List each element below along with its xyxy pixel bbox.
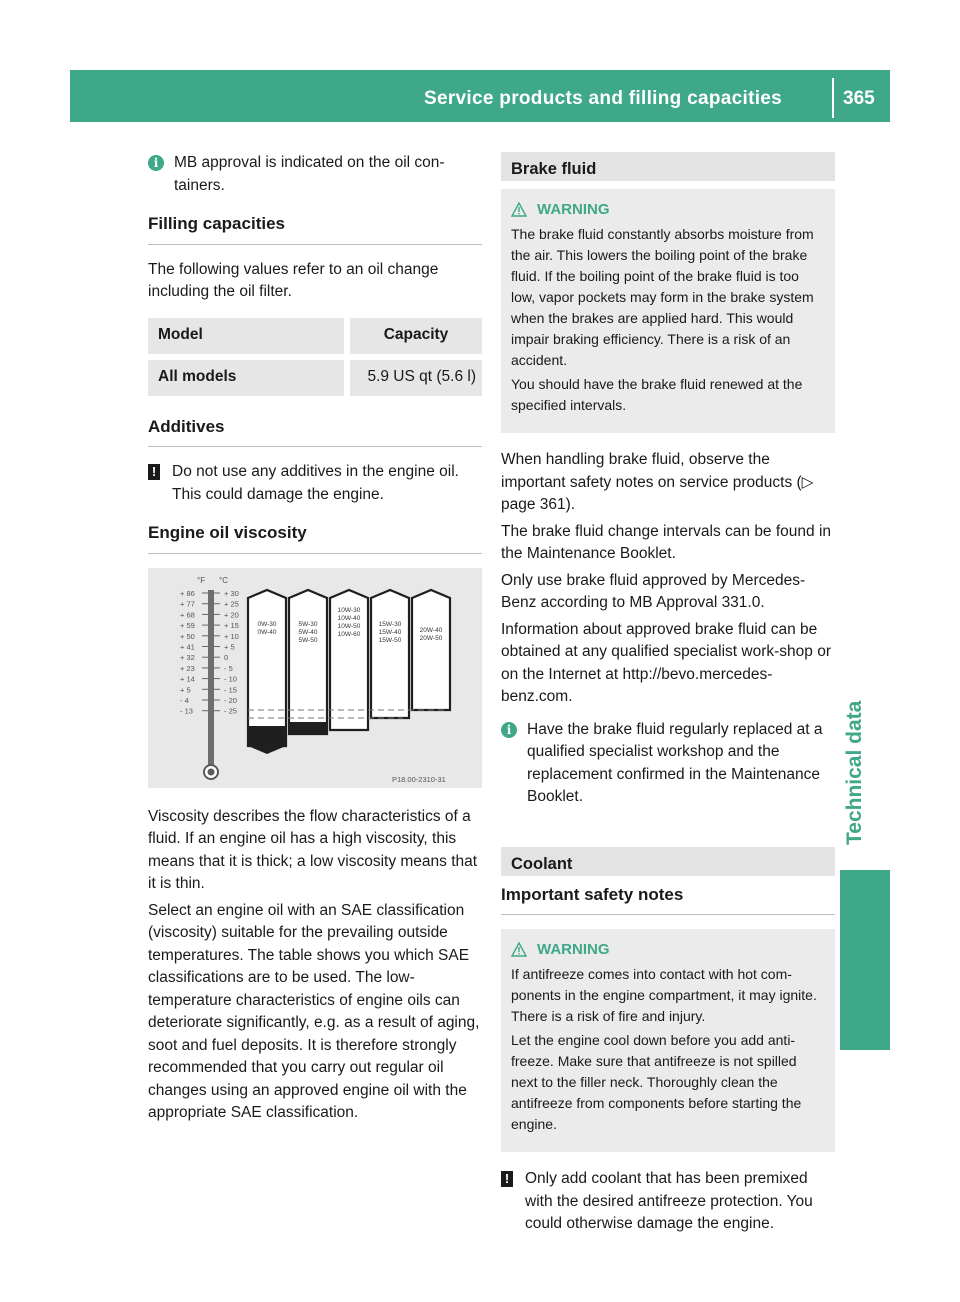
celsius-tick: + 25 xyxy=(224,599,239,609)
celsius-tick: - 15 xyxy=(224,684,237,694)
grade-label: 10W-60 xyxy=(337,630,361,638)
caution-icon: ! xyxy=(501,1171,513,1187)
chart-code: P18.00-2310-31 xyxy=(392,774,446,784)
additives-heading: Additives xyxy=(148,416,482,448)
thermometer-bulb-core xyxy=(208,768,215,775)
coolant-warning-box xyxy=(501,929,835,1152)
fahrenheit-tick: + 14 xyxy=(180,674,195,684)
additives-note-text: Do not use any additives in the engine oil. This could damage the engine. xyxy=(172,463,459,503)
page-section-title: Service products and filling capacities xyxy=(424,88,783,109)
page-number: 365 xyxy=(843,88,875,109)
info-note-mb-approval xyxy=(148,152,482,197)
viscosity-band-fill xyxy=(289,722,327,734)
table-header-capacity: Capacity xyxy=(344,318,482,354)
fahrenheit-tick: - 13 xyxy=(180,706,193,716)
table-header-model: Model xyxy=(148,318,344,354)
grade-label: 5W-50 xyxy=(298,636,318,644)
fahrenheit-tick: + 5 xyxy=(180,684,191,694)
caution-icon: ! xyxy=(148,464,160,480)
celsius-tick: + 30 xyxy=(224,588,239,598)
viscosity-band xyxy=(289,590,327,734)
celsius-tick: + 5 xyxy=(224,642,235,651)
table-row xyxy=(148,360,482,396)
fahrenheit-tick: + 23 xyxy=(180,663,195,673)
celsius-tick: - 20 xyxy=(224,695,237,705)
table-cell-capacity: 5.9 US qt (5.6 l) xyxy=(344,360,482,396)
celsius-tick: + 20 xyxy=(224,609,239,619)
brake-fluid-heading: Brake fluid xyxy=(501,152,835,181)
viscosity-band xyxy=(248,590,286,746)
coolant-warning-text-1: If antifreeze comes into contact with hot com-ponents in the engine compartment, it may ignite. There is a risk of fire and injury. xyxy=(511,966,817,1024)
fahrenheit-tick: + 50 xyxy=(180,631,195,641)
viscosity-band xyxy=(412,590,450,710)
grade-label: 20W-40 xyxy=(419,626,443,634)
grade-label: 10W-30 xyxy=(337,606,361,614)
celsius-tick: + 15 xyxy=(224,620,239,630)
grade-label: 10W-50 xyxy=(337,622,361,630)
safety-notes-heading: Important safety notes xyxy=(501,884,835,916)
table-cell-model: All models xyxy=(148,360,344,396)
brake-warning-text-2: You should have the brake fluid renewed at the specified intervals. xyxy=(511,376,803,413)
grade-label: 0W-30 xyxy=(257,620,277,628)
capacity-table xyxy=(148,318,482,396)
grade-label: 15W-40 xyxy=(378,628,402,636)
brake-warning-text-1: The brake fluid constantly absorbs moisture from the air. This lowers the boiling point of the brake fluid. If the boiling point of the brake fluid is too low, vapor pockets may form in the brake system when the brakes are applied hard. This would impair braking efficiency. There is a risk of an accident. xyxy=(511,226,814,368)
info-icon: i xyxy=(501,722,517,738)
celsius-tick: - 5 xyxy=(224,663,233,673)
celsius-tick: 0 xyxy=(224,652,229,662)
viscosity-chart xyxy=(148,568,482,788)
grade-label: 5W-30 xyxy=(298,620,318,628)
celsius-tick: - 25 xyxy=(224,706,237,716)
thermometer-tube xyxy=(208,590,214,772)
fahrenheit-tick: + 32 xyxy=(180,652,195,662)
warning-label: WARNING xyxy=(537,201,610,218)
warning-triangle-icon xyxy=(511,942,527,957)
warning-label: WARNING xyxy=(537,941,610,958)
info-text: MB approval is indicated on the oil con- tainers. xyxy=(174,154,445,194)
celsius-label: °C xyxy=(219,575,228,585)
celsius-tick: + 10 xyxy=(224,631,239,641)
brake-paragraph-2: The brake fluid change intervals can be found in the Maintenance Booklet. xyxy=(501,522,832,562)
brake-info-note xyxy=(501,719,835,809)
filling-capacities-text: The following values refer to an oil change including the oil filter. xyxy=(148,260,439,300)
side-tab-label: Technical data xyxy=(843,700,866,845)
fahrenheit-tick: + 77 xyxy=(180,599,195,609)
grade-label: 5W-40 xyxy=(298,628,318,636)
warning-triangle-icon xyxy=(511,202,527,217)
viscosity-heading: Engine oil viscosity xyxy=(148,522,482,554)
fahrenheit-tick: + 59 xyxy=(180,620,195,630)
brake-warning-box xyxy=(501,189,835,433)
fahrenheit-tick: + 86 xyxy=(180,588,195,598)
info-icon: i xyxy=(148,155,164,171)
viscosity-band-fill xyxy=(248,726,286,754)
additives-note xyxy=(148,461,482,506)
warning-title xyxy=(511,199,825,220)
coolant-note xyxy=(501,1168,835,1236)
side-tab-block xyxy=(840,870,890,1050)
fahrenheit-tick: + 68 xyxy=(180,609,195,619)
fahrenheit-tick: - 4 xyxy=(180,695,189,705)
viscosity-chart-svg xyxy=(148,568,482,788)
brake-paragraph-4: Information about approved brake fluid can be obtained at any qualified specialist work-shop or on the Internet at http://bevo.mercedes-benz.com. xyxy=(501,620,831,705)
left-column xyxy=(148,152,482,1129)
grade-label: 15W-30 xyxy=(378,620,402,628)
table-header-row xyxy=(148,318,482,354)
viscosity-paragraph-2: Select an engine oil with an SAE classification (viscosity) suitable for the prevailing outside temperatures. The table shows you which SAE classifications are to be used. The low-temperature characteristics of engine oils can deteriorate significantly, e.g. as a result of aging, soot and fuel deposits. It is therefore strongly recommended that you carry out regular oil changes using an approved engine oil with the appropriate SAE classification. xyxy=(148,901,480,1121)
brake-paragraph-3: Only use brake fluid approved by Mercedes-Benz according to MB Approval 331.0. xyxy=(501,571,806,611)
grade-label: 10W-40 xyxy=(337,614,361,622)
celsius-tick: - 10 xyxy=(224,674,237,684)
header-divider xyxy=(832,78,834,118)
coolant-note-text: Only add coolant that has been premixed with the desired antifreeze protection. You could otherwise damage the engine. xyxy=(525,1170,813,1232)
right-column xyxy=(501,152,835,1236)
coolant-warning-text-2: Let the engine cool down before you add anti-freeze. Make sure that antifreeze is not spilled next to the filler neck. Thoroughly clean the antifreeze from components before starting the engine. xyxy=(511,1032,802,1132)
grade-label: 20W-50 xyxy=(419,634,443,642)
fahrenheit-label: °F xyxy=(197,575,206,585)
brake-info-text: Have the brake fluid regularly replaced at a qualified specialist workshop and the replacement confirmed in the Maintenance Booklet. xyxy=(527,720,823,805)
warning-title xyxy=(511,939,825,960)
brake-paragraph-1: When handling brake fluid, observe the important safety notes on service products (▷ page 361). xyxy=(501,451,814,513)
grade-label: 0W-40 xyxy=(257,628,277,636)
grade-label: 15W-50 xyxy=(378,636,402,644)
filling-capacities-heading: Filling capacities xyxy=(148,213,482,245)
coolant-heading: Coolant xyxy=(501,847,835,876)
viscosity-paragraph-1: Viscosity describes the flow characteristics of a fluid. If an engine oil has a high viscosity, this means that it is thick; a low viscosity means that it is thin. xyxy=(148,807,478,892)
fahrenheit-tick: + 41 xyxy=(180,642,195,651)
viscosity-band xyxy=(371,590,409,718)
